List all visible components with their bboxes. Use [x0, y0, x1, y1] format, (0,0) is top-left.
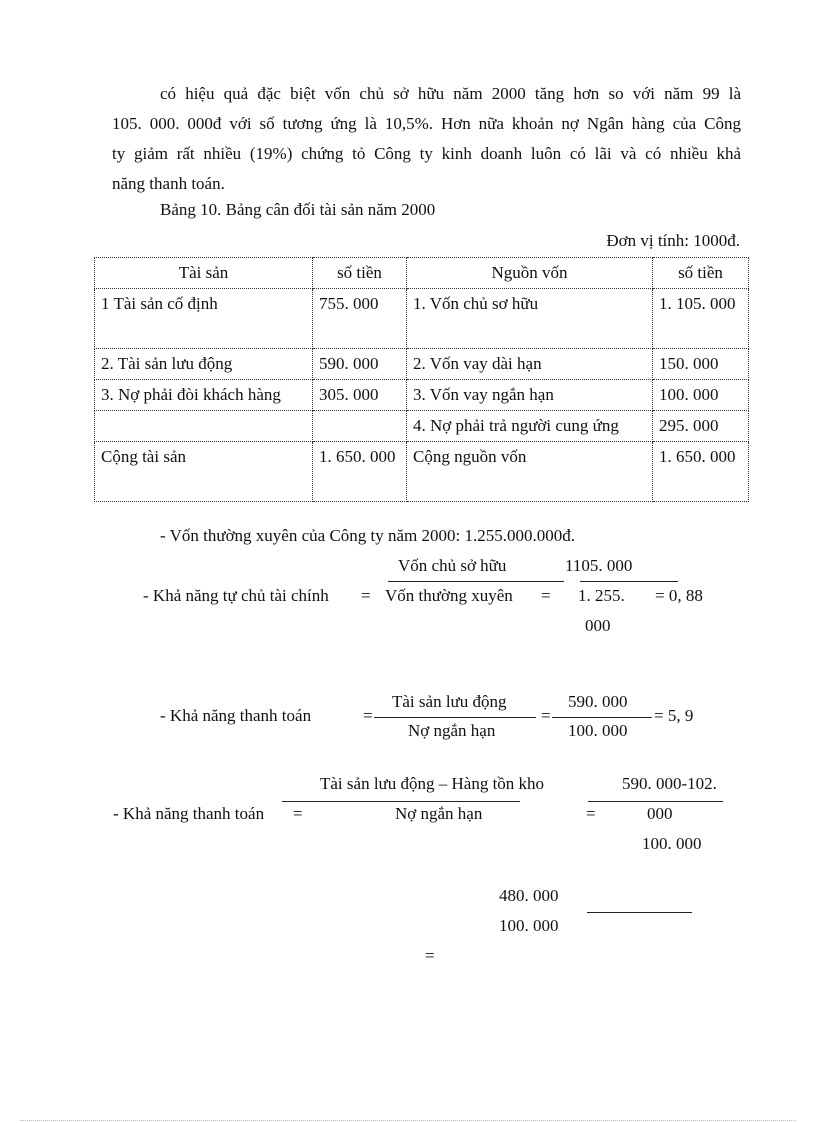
table-cell: 150. 000 — [653, 349, 749, 380]
paragraph-line-3: ty giảm rất nhiều (19%) chứng tỏ Công ty kinh doanh luôn có lãi và có nhiều khả — [112, 144, 741, 163]
equals-sign: = — [541, 706, 551, 725]
formula-result: = 0, 88 — [655, 586, 703, 605]
formula-numerator: Tài sản lưu động – Hàng tồn kho — [320, 774, 545, 793]
long-term-capital-line: - Vốn thường xuyên của Công ty năm 2000: 1.255.000.000đ. — [160, 526, 575, 545]
formula-value-denominator: 100. 000 — [642, 834, 702, 853]
table-row — [95, 380, 749, 411]
table-cell: 305. 000 — [313, 380, 407, 411]
fraction-bar — [282, 801, 520, 802]
equals-sign: = — [293, 804, 303, 823]
formula-denominator: Nợ ngắn hạn — [408, 721, 496, 740]
fraction-bar — [374, 717, 536, 718]
formula-value-denominator-cont: 000 — [585, 616, 611, 635]
header-assets: Tài sản — [95, 258, 313, 289]
table-header-row — [95, 258, 749, 289]
header-sources: Nguồn vốn — [407, 258, 653, 289]
equals-sign: = — [586, 804, 596, 823]
table-cell: 4. Nợ phải trả người cung ứng — [407, 411, 653, 442]
formula-denominator: Vốn thường xuyên — [385, 586, 513, 605]
formula-numerator: Tài sản lưu động — [392, 692, 507, 711]
table-total-row — [95, 442, 749, 502]
fraction-bar — [587, 912, 692, 913]
equals-sign: = — [363, 706, 373, 725]
fraction-bar — [580, 581, 678, 582]
formula-value-denominator: 100. 000 — [568, 721, 628, 740]
table-cell: 2. Tài sản lưu động — [95, 349, 313, 380]
formula-value-numerator: 590. 000-102. — [622, 774, 717, 793]
paragraph-line-2: 105. 000. 000đ với số tương ứng là 10,5%. Hơn nữa khoản nợ Ngân hàng của Công — [112, 114, 741, 133]
table-cell — [313, 411, 407, 442]
equals-sign: = — [361, 586, 371, 605]
fraction-bar — [388, 581, 564, 582]
formula-label: - Khả năng thanh toán — [113, 804, 265, 823]
paragraph-line-4: năng thanh toán. — [112, 174, 225, 193]
formula-value-numerator-cont: 000 — [647, 804, 673, 823]
table-cell — [95, 411, 313, 442]
table-cell: 295. 000 — [653, 411, 749, 442]
table-cell: 100. 000 — [653, 380, 749, 411]
fraction-denominator-value: 100. 000 — [499, 916, 559, 935]
table-cell: 1. 650. 000 — [313, 442, 407, 502]
table-cell: 755. 000 — [313, 289, 407, 349]
table-cell: 1. 105. 000 — [653, 289, 749, 349]
balance-sheet-table — [94, 257, 749, 502]
table-row — [95, 349, 749, 380]
header-amount: số tiền — [313, 258, 407, 289]
table-cell: 1. 650. 000 — [653, 442, 749, 502]
equals-sign: = — [425, 946, 435, 965]
formula-value-denominator: 1. 255. — [578, 586, 625, 605]
page-bottom-divider — [20, 1120, 796, 1121]
fraction-bar — [552, 717, 652, 718]
formula-denominator: Nợ ngắn hạn — [395, 804, 483, 823]
table-row — [95, 289, 749, 349]
table-cell: 3. Vốn vay ngắn hạn — [407, 380, 653, 411]
table-cell: Cộng tài sản — [95, 442, 313, 502]
formula-label: - Khả năng thanh toán — [160, 706, 312, 725]
formula-value-numerator: 590. 000 — [568, 692, 628, 711]
table-cell: 590. 000 — [313, 349, 407, 380]
table-cell: 1 Tài sản cố định — [95, 289, 313, 349]
table-cell: 2. Vốn vay dài hạn — [407, 349, 653, 380]
table-row — [95, 411, 749, 442]
unit-label: Đơn vị tính: 1000đ. — [606, 231, 740, 250]
fraction-numerator-value: 480. 000 — [499, 886, 559, 905]
header-amount: số tiền — [653, 258, 749, 289]
formula-numerator: Vốn chủ sở hữu — [398, 556, 507, 575]
table-cell: Cộng nguồn vốn — [407, 442, 653, 502]
table-cell: 3. Nợ phải đòi khách hàng — [95, 380, 313, 411]
formula-label: - Khả năng tự chủ tài chính — [143, 586, 329, 605]
fraction-bar — [588, 801, 723, 802]
formula-value-numerator: 1105. 000 — [565, 556, 633, 575]
table-cell: 1. Vốn chủ sơ hữu — [407, 289, 653, 349]
formula-result: = 5, 9 — [654, 706, 694, 725]
paragraph-line-1: có hiệu quả đặc biệt vốn chủ sở hữu năm 2000 tăng hơn so với năm 99 là — [160, 84, 741, 103]
table-caption: Bảng 10. Bảng cân đối tài sản năm 2000 — [160, 200, 436, 219]
equals-sign: = — [541, 586, 551, 605]
